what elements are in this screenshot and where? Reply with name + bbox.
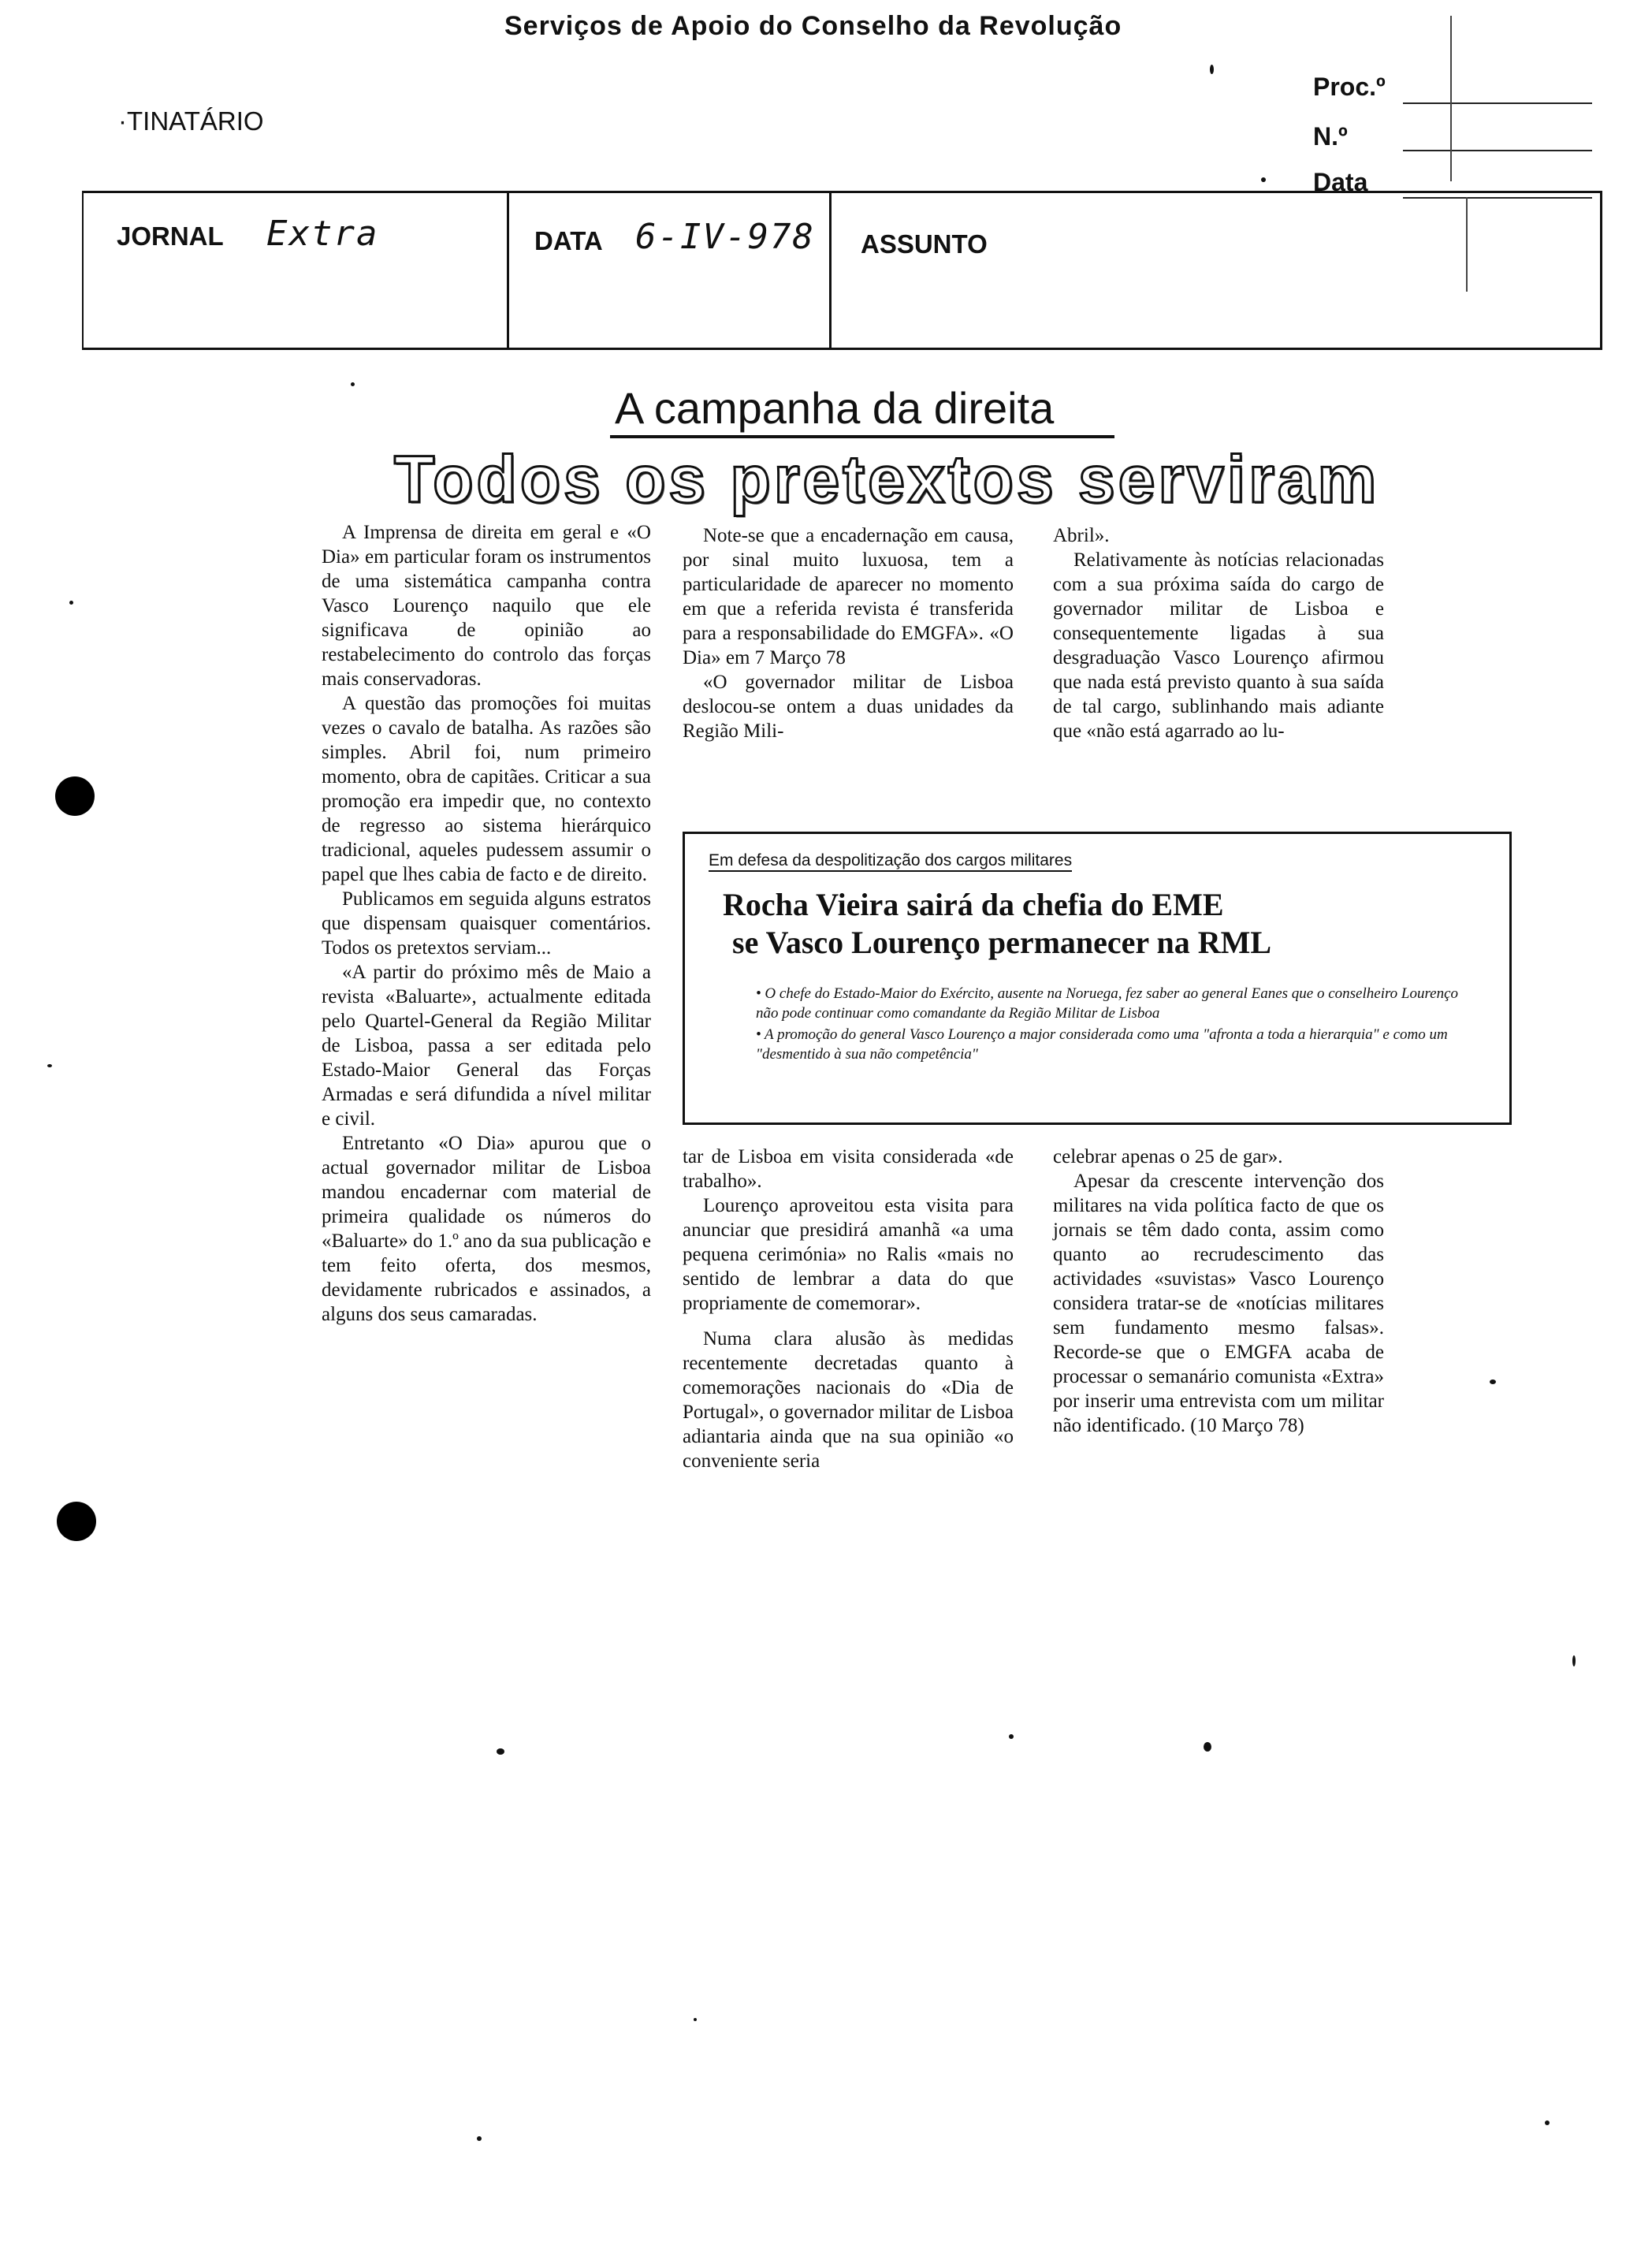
- data-form-label: DATA: [534, 226, 603, 255]
- paragraph: tar de Lisboa em visita considerada «de trabalho».: [683, 1146, 1014, 1192]
- paragraph: Abril».: [1053, 525, 1110, 546]
- scan-speck: [1572, 1655, 1576, 1666]
- article-kicker: A campanha da direita: [615, 383, 1055, 433]
- article-column-3-bottom: [1053, 1145, 1384, 1438]
- paragraph: Numa clara alusão às medidas recentemente decretadas quanto à comemorações nacionais do «Dia de Portugal», o governador militar de Lisboa adiantaria ainda que na sua opinião «o conveniente seria: [683, 1328, 1014, 1472]
- inset-bullets: [756, 984, 1465, 1066]
- punch-hole: [57, 1502, 96, 1541]
- data-meta-label: Data: [1313, 168, 1368, 196]
- inset-headline-line-2: se Vasco Lourenço permanecer na RML: [732, 925, 1272, 960]
- cell-divider: [507, 193, 509, 348]
- margin-rule: [1450, 16, 1452, 181]
- paragraph: Lourenço aproveitou esta visita para anunciar que presidirá amanhã «a uma pequena cerimónia» no Ralis «mais no sentido de lembrar a data do que propriamente de comemorar».: [683, 1195, 1014, 1314]
- form-row: [82, 191, 1602, 350]
- data-form-value: 6-IV-978: [635, 217, 815, 257]
- inset-box: [683, 832, 1512, 1125]
- header-title: Serviços de Apoio do Conselho da Revolução: [504, 11, 1122, 41]
- article-column-2-top: [683, 523, 1014, 743]
- scan-speck: [47, 1064, 52, 1067]
- article-column-2-bottom: [683, 1145, 1014, 1473]
- scan-speck: [694, 2018, 697, 2021]
- scan-speck: [477, 2136, 482, 2141]
- paragraph: «O governador militar de Lisboa deslocou-se ontem a duas unidades da Região Mili-: [683, 672, 1014, 742]
- scan-speck: [1009, 1734, 1014, 1739]
- inset-headline-line-1: Rocha Vieira sairá da chefia do EME: [723, 887, 1224, 922]
- proc-label: Proc.º: [1313, 73, 1386, 101]
- article-column-1: [322, 520, 651, 1327]
- numero-label: N.º: [1313, 122, 1348, 151]
- assunto-label: ASSUNTO: [861, 229, 988, 259]
- destinatario-label: ·TINATÁRIO: [118, 106, 264, 136]
- scan-speck: [1490, 1379, 1496, 1384]
- jornal-label: JORNAL: [117, 222, 224, 251]
- paragraph: celebrar apenas o 25 de gar».: [1053, 1146, 1283, 1167]
- jornal-value: Extra: [266, 214, 379, 254]
- inset-kicker: Em defesa da despolitização dos cargos militares: [709, 851, 1072, 872]
- paragraph: «A partir do próximo mês de Maio a revista «Baluarte», actualmente editada pelo Quartel-General da Região Militar de Lisboa, passa a ser editada pelo Estado-Maior General das Forças Armadas e será difundida a nível militar e civil.: [322, 962, 651, 1130]
- paragraph: A questão das promoções foi muitas vezes o cavalo de batalha. As razões são simples. Abril foi, num primeiro momento, obra de capitães. Criticar a sua promoção era impedir que, no contexto de regresso ao sistema hierárquico tradicional, aqueles pudessem assumir o papel que lhes cabia de facto e de direito.: [322, 693, 651, 885]
- numero-field-line: [1403, 150, 1592, 151]
- punch-hole: [55, 776, 95, 816]
- paragraph: Apesar da crescente intervenção dos militares na vida política facto de que os jornais se têm dado conta, assim como quanto ao recrudescimento das actividades «suvistas» Vasco Lourenço considera tratar-se de «notícias militares sem fundamento mesmo falsas». Recorde-se que o EMGFA acaba de processar o semanário comunista «Extra» por inserir uma entrevista com um militar não identificado. (10 Março 78): [1053, 1171, 1384, 1436]
- article-column-3-top: [1053, 523, 1384, 743]
- inset-bullet: • O chefe do Estado-Maior do Exército, ausente na Noruega, fez saber ao general Eanes que o conselheiro Lourenço não pode continuar como comandante da Região Militar de Lisboa: [756, 985, 1459, 1022]
- cell-divider: [829, 193, 832, 348]
- scan-speck: [1261, 177, 1266, 182]
- scan-speck: [69, 601, 73, 605]
- scan-speck: [1545, 2120, 1550, 2125]
- paragraph: Note-se que a encadernação em causa, por sinal muito luxuosa, tem a particularidade de aparecer no momento em que a referida revista é transferida para a responsabilidade do EMGFA». «O Dia» em 7 Março 78: [683, 525, 1014, 668]
- paragraph: A Imprensa de direita em geral e «O Dia» em particular foram os instrumentos de uma sistemática campanha contra Vasco Lourenço naquilo que ele significava de opinião ao restabelecimento do controlo das forças mais conservadoras.: [322, 522, 651, 690]
- article-headline: Todos os pretextos serviram: [394, 442, 1380, 516]
- inset-headline: [723, 886, 1479, 962]
- proc-field-line: [1403, 102, 1592, 104]
- paragraph: Entretanto «O Dia» apurou que o actual governador militar de Lisboa mandou encadernar com material de primeira qualidade os números do «Baluarte» do 1.º ano da sua publicação e tem feito oferta, dos mesmos, devidamente rubricados e assinados, a alguns dos seus camaradas.: [322, 1133, 651, 1325]
- scan-speck: [497, 1748, 504, 1755]
- paragraph: Relativamente às notícias relacionadas com a sua próxima saída do cargo de governador militar de Lisboa e consequentemente ligadas à sua desgraduação Vasco Lourenço afirmou que nada está previsto quanto à sua saída de tal cargo, sublinhando mais adiante que «não está agarrado ao lu-: [1053, 549, 1384, 742]
- scan-speck: [351, 382, 355, 386]
- paragraph: Publicamos em seguida alguns estratos que dispensam quaisquer comentários. Todos os pretextos serviam...: [322, 888, 651, 959]
- kicker-underline: [610, 435, 1114, 438]
- scan-speck: [1210, 65, 1214, 74]
- scan-speck: [1204, 1742, 1211, 1752]
- inset-bullet: • A promoção do general Vasco Lourenço a major considerada como uma "afronta a toda a hierarquia" e como um "desmentido à sua não competência": [756, 1026, 1448, 1063]
